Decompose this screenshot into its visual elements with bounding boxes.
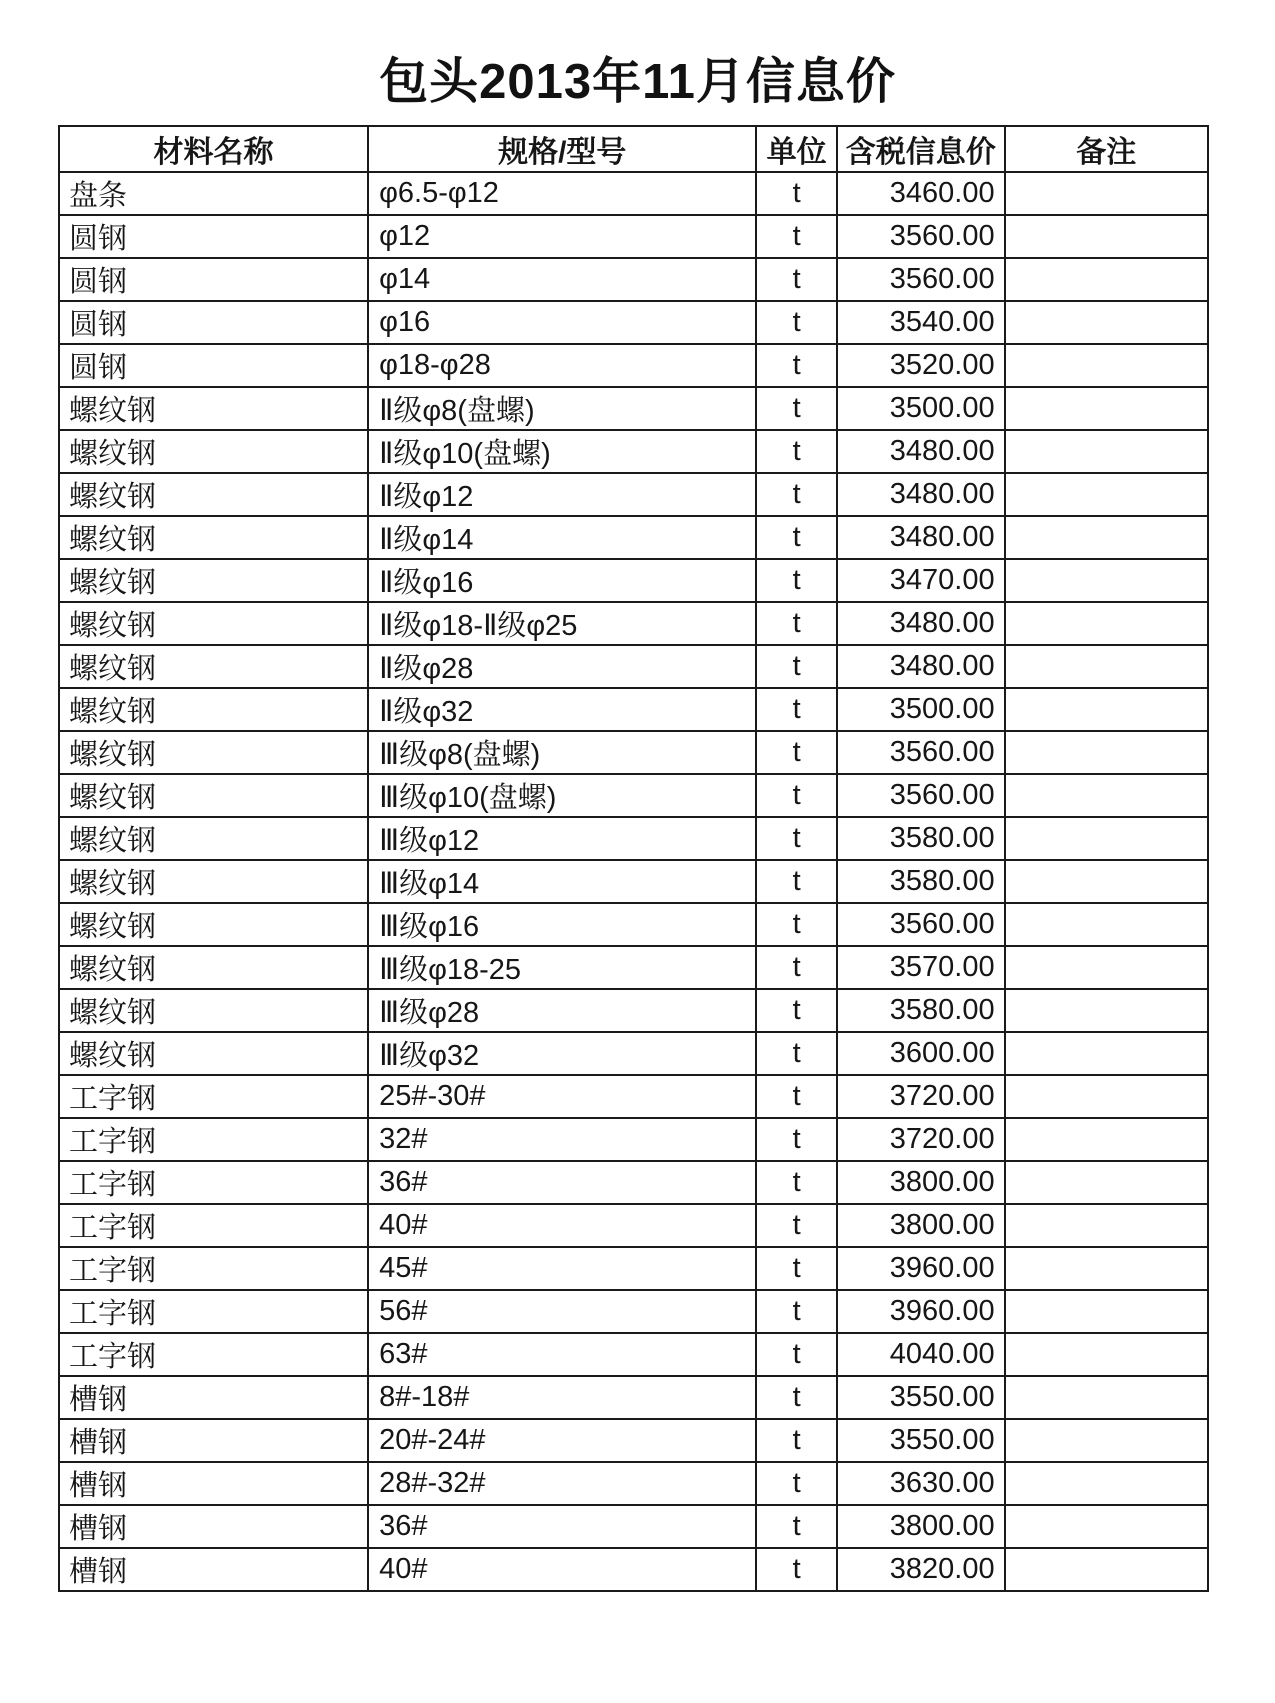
table-header-row — [59, 126, 1208, 172]
unit-cell: t — [756, 989, 836, 1032]
material-name-cell: 槽钢 — [59, 1505, 368, 1548]
remarks-cell — [1005, 1419, 1208, 1462]
material-name-cell: 工字钢 — [59, 1333, 368, 1376]
price-cell: 3550.00 — [837, 1376, 1005, 1419]
remarks-cell — [1005, 774, 1208, 817]
material-name-cell: 螺纹钢 — [59, 731, 368, 774]
remarks-cell — [1005, 1075, 1208, 1118]
material-name-cell: 工字钢 — [59, 1290, 368, 1333]
material-name-cell: 工字钢 — [59, 1118, 368, 1161]
material-name-cell: 工字钢 — [59, 1247, 368, 1290]
table-row — [59, 1075, 1208, 1118]
unit-cell: t — [756, 645, 836, 688]
unit-cell: t — [756, 946, 836, 989]
material-name-cell: 工字钢 — [59, 1161, 368, 1204]
table-row — [59, 430, 1208, 473]
material-name-cell: 圆钢 — [59, 258, 368, 301]
table-row — [59, 473, 1208, 516]
price-cell: 3480.00 — [837, 473, 1005, 516]
unit-cell: t — [756, 1247, 836, 1290]
table-row — [59, 1290, 1208, 1333]
price-cell: 3630.00 — [837, 1462, 1005, 1505]
spec-model-cell: Ⅲ级φ14 — [368, 860, 756, 903]
unit-cell: t — [756, 1419, 836, 1462]
price-cell: 3500.00 — [837, 387, 1005, 430]
unit-cell: t — [756, 860, 836, 903]
table-row — [59, 516, 1208, 559]
unit-cell: t — [756, 1505, 836, 1548]
remarks-cell — [1005, 688, 1208, 731]
unit-cell: t — [756, 1118, 836, 1161]
page-title: 包头2013年11月信息价 — [379, 55, 896, 109]
price-cell: 3480.00 — [837, 602, 1005, 645]
material-name-cell: 螺纹钢 — [59, 688, 368, 731]
remarks-cell — [1005, 430, 1208, 473]
unit-cell: t — [756, 172, 836, 215]
price-cell: 3600.00 — [837, 1032, 1005, 1075]
price-cell: 3560.00 — [837, 903, 1005, 946]
unit-cell: t — [756, 430, 836, 473]
table-row — [59, 946, 1208, 989]
table-row — [59, 989, 1208, 1032]
price-cell: 3470.00 — [837, 559, 1005, 602]
remarks-cell — [1005, 1548, 1208, 1591]
price-cell: 3800.00 — [837, 1161, 1005, 1204]
spec-model-cell: Ⅱ级φ14 — [368, 516, 756, 559]
unit-cell: t — [756, 774, 836, 817]
remarks-cell — [1005, 215, 1208, 258]
table-row — [59, 817, 1208, 860]
unit-cell: t — [756, 301, 836, 344]
price-cell: 4040.00 — [837, 1333, 1005, 1376]
unit-cell: t — [756, 817, 836, 860]
material-name-cell: 螺纹钢 — [59, 430, 368, 473]
table-row — [59, 258, 1208, 301]
spec-model-cell: φ16 — [368, 301, 756, 344]
table-row — [59, 215, 1208, 258]
table-row — [59, 344, 1208, 387]
table-row — [59, 903, 1208, 946]
table-row — [59, 387, 1208, 430]
material-name-cell: 盘条 — [59, 172, 368, 215]
table-row — [59, 1247, 1208, 1290]
price-table-body — [59, 172, 1208, 1591]
spec-model-cell: φ14 — [368, 258, 756, 301]
remarks-cell — [1005, 172, 1208, 215]
price-cell: 3560.00 — [837, 258, 1005, 301]
unit-cell: t — [756, 602, 836, 645]
unit-cell: t — [756, 215, 836, 258]
remarks-cell — [1005, 602, 1208, 645]
spec-model-cell: φ6.5-φ12 — [368, 172, 756, 215]
material-name-cell: 螺纹钢 — [59, 774, 368, 817]
spec-model-cell: 20#-24# — [368, 1419, 756, 1462]
material-name-cell: 圆钢 — [59, 344, 368, 387]
unit-cell: t — [756, 473, 836, 516]
unit-cell: t — [756, 903, 836, 946]
price-cell: 3520.00 — [837, 344, 1005, 387]
material-name-cell: 工字钢 — [59, 1204, 368, 1247]
material-name-cell: 螺纹钢 — [59, 559, 368, 602]
spec-model-cell: Ⅱ级φ32 — [368, 688, 756, 731]
spec-model-cell: Ⅲ级φ16 — [368, 903, 756, 946]
unit-cell: t — [756, 688, 836, 731]
spec-model-cell: Ⅲ级φ32 — [368, 1032, 756, 1075]
spec-model-cell: Ⅱ级φ16 — [368, 559, 756, 602]
table-row — [59, 860, 1208, 903]
remarks-cell — [1005, 1333, 1208, 1376]
price-cell: 3560.00 — [837, 774, 1005, 817]
remarks-cell — [1005, 946, 1208, 989]
material-name-cell: 螺纹钢 — [59, 860, 368, 903]
remarks-cell — [1005, 1161, 1208, 1204]
table-row — [59, 645, 1208, 688]
table-row — [59, 1118, 1208, 1161]
price-cell: 3580.00 — [837, 989, 1005, 1032]
material-name-cell: 工字钢 — [59, 1075, 368, 1118]
unit-cell: t — [756, 516, 836, 559]
table-row — [59, 1462, 1208, 1505]
table-row — [59, 301, 1208, 344]
spec-model-cell: φ12 — [368, 215, 756, 258]
material-name-cell: 螺纹钢 — [59, 473, 368, 516]
unit-cell: t — [756, 559, 836, 602]
price-cell: 3540.00 — [837, 301, 1005, 344]
remarks-cell — [1005, 1462, 1208, 1505]
remarks-cell — [1005, 1505, 1208, 1548]
price-cell: 3460.00 — [837, 172, 1005, 215]
remarks-cell — [1005, 903, 1208, 946]
table-row — [59, 688, 1208, 731]
spec-model-cell: 8#-18# — [368, 1376, 756, 1419]
material-name-cell: 螺纹钢 — [59, 1032, 368, 1075]
price-cell: 3720.00 — [837, 1118, 1005, 1161]
price-cell: 3560.00 — [837, 215, 1005, 258]
spec-model-cell: 56# — [368, 1290, 756, 1333]
price-cell: 3550.00 — [837, 1419, 1005, 1462]
spec-model-cell: Ⅱ级φ10(盘螺) — [368, 430, 756, 473]
price-cell: 3800.00 — [837, 1204, 1005, 1247]
unit-cell: t — [756, 1161, 836, 1204]
remarks-cell — [1005, 860, 1208, 903]
spec-model-cell: Ⅲ级φ12 — [368, 817, 756, 860]
spec-model-cell: φ18-φ28 — [368, 344, 756, 387]
table-row — [59, 1333, 1208, 1376]
remarks-cell — [1005, 1376, 1208, 1419]
price-cell: 3960.00 — [837, 1290, 1005, 1333]
price-cell: 3960.00 — [837, 1247, 1005, 1290]
spec-model-cell: Ⅱ级φ12 — [368, 473, 756, 516]
price-table — [58, 125, 1209, 1592]
table-row — [59, 774, 1208, 817]
unit-cell: t — [756, 1032, 836, 1075]
material-name-cell: 螺纹钢 — [59, 602, 368, 645]
table-row — [59, 1032, 1208, 1075]
table-row — [59, 172, 1208, 215]
material-name-cell: 螺纹钢 — [59, 946, 368, 989]
price-cell: 3580.00 — [837, 860, 1005, 903]
unit-cell: t — [756, 731, 836, 774]
price-cell: 3480.00 — [837, 645, 1005, 688]
spec-model-cell: Ⅲ级φ28 — [368, 989, 756, 1032]
spec-model-cell: Ⅲ级φ18-25 — [368, 946, 756, 989]
material-name-cell: 螺纹钢 — [59, 645, 368, 688]
remarks-cell — [1005, 1290, 1208, 1333]
remarks-cell — [1005, 258, 1208, 301]
header-spec-model: 规格/型号 — [368, 126, 756, 172]
material-name-cell: 槽钢 — [59, 1548, 368, 1591]
header-price-with-tax: 含税信息价 — [837, 126, 1005, 172]
header-remarks: 备注 — [1005, 126, 1208, 172]
table-row — [59, 731, 1208, 774]
spec-model-cell: Ⅲ级φ10(盘螺) — [368, 774, 756, 817]
remarks-cell — [1005, 344, 1208, 387]
material-name-cell: 螺纹钢 — [59, 989, 368, 1032]
material-name-cell: 螺纹钢 — [59, 516, 368, 559]
table-row — [59, 1204, 1208, 1247]
spec-model-cell: 36# — [368, 1161, 756, 1204]
remarks-cell — [1005, 387, 1208, 430]
remarks-cell — [1005, 731, 1208, 774]
remarks-cell — [1005, 989, 1208, 1032]
unit-cell: t — [756, 1204, 836, 1247]
remarks-cell — [1005, 559, 1208, 602]
unit-cell: t — [756, 1548, 836, 1591]
material-name-cell: 槽钢 — [59, 1462, 368, 1505]
material-name-cell: 槽钢 — [59, 1419, 368, 1462]
material-name-cell: 螺纹钢 — [59, 387, 368, 430]
remarks-cell — [1005, 301, 1208, 344]
price-cell: 3560.00 — [837, 731, 1005, 774]
unit-cell: t — [756, 1333, 836, 1376]
material-name-cell: 圆钢 — [59, 301, 368, 344]
spec-model-cell: Ⅱ级φ18-Ⅱ级φ25 — [368, 602, 756, 645]
spec-model-cell: 36# — [368, 1505, 756, 1548]
unit-cell: t — [756, 1462, 836, 1505]
price-cell: 3820.00 — [837, 1548, 1005, 1591]
price-cell: 3570.00 — [837, 946, 1005, 989]
table-row — [59, 602, 1208, 645]
price-cell: 3480.00 — [837, 430, 1005, 473]
table-row — [59, 1419, 1208, 1462]
unit-cell: t — [756, 344, 836, 387]
spec-model-cell: Ⅲ级φ8(盘螺) — [368, 731, 756, 774]
unit-cell: t — [756, 1376, 836, 1419]
unit-cell: t — [756, 1075, 836, 1118]
remarks-cell — [1005, 473, 1208, 516]
price-cell: 3800.00 — [837, 1505, 1005, 1548]
spec-model-cell: 45# — [368, 1247, 756, 1290]
spec-model-cell: Ⅱ级φ28 — [368, 645, 756, 688]
remarks-cell — [1005, 817, 1208, 860]
material-name-cell: 圆钢 — [59, 215, 368, 258]
table-row — [59, 559, 1208, 602]
table-row — [59, 1505, 1208, 1548]
unit-cell: t — [756, 387, 836, 430]
spec-model-cell: Ⅱ级φ8(盘螺) — [368, 387, 756, 430]
material-name-cell: 螺纹钢 — [59, 817, 368, 860]
header-unit: 单位 — [756, 126, 836, 172]
remarks-cell — [1005, 1204, 1208, 1247]
remarks-cell — [1005, 1032, 1208, 1075]
material-name-cell: 螺纹钢 — [59, 903, 368, 946]
remarks-cell — [1005, 516, 1208, 559]
spec-model-cell: 25#-30# — [368, 1075, 756, 1118]
remarks-cell — [1005, 1118, 1208, 1161]
spec-model-cell: 40# — [368, 1204, 756, 1247]
remarks-cell — [1005, 1247, 1208, 1290]
table-row — [59, 1161, 1208, 1204]
unit-cell: t — [756, 1290, 836, 1333]
spec-model-cell: 63# — [368, 1333, 756, 1376]
price-cell: 3500.00 — [837, 688, 1005, 731]
price-cell: 3580.00 — [837, 817, 1005, 860]
remarks-cell — [1005, 645, 1208, 688]
price-cell: 3720.00 — [837, 1075, 1005, 1118]
spec-model-cell: 28#-32# — [368, 1462, 756, 1505]
spec-model-cell: 40# — [368, 1548, 756, 1591]
header-material-name: 材料名称 — [59, 126, 368, 172]
price-cell: 3480.00 — [837, 516, 1005, 559]
spec-model-cell: 32# — [368, 1118, 756, 1161]
unit-cell: t — [756, 258, 836, 301]
table-row — [59, 1548, 1208, 1591]
table-row — [59, 1376, 1208, 1419]
material-name-cell: 槽钢 — [59, 1376, 368, 1419]
